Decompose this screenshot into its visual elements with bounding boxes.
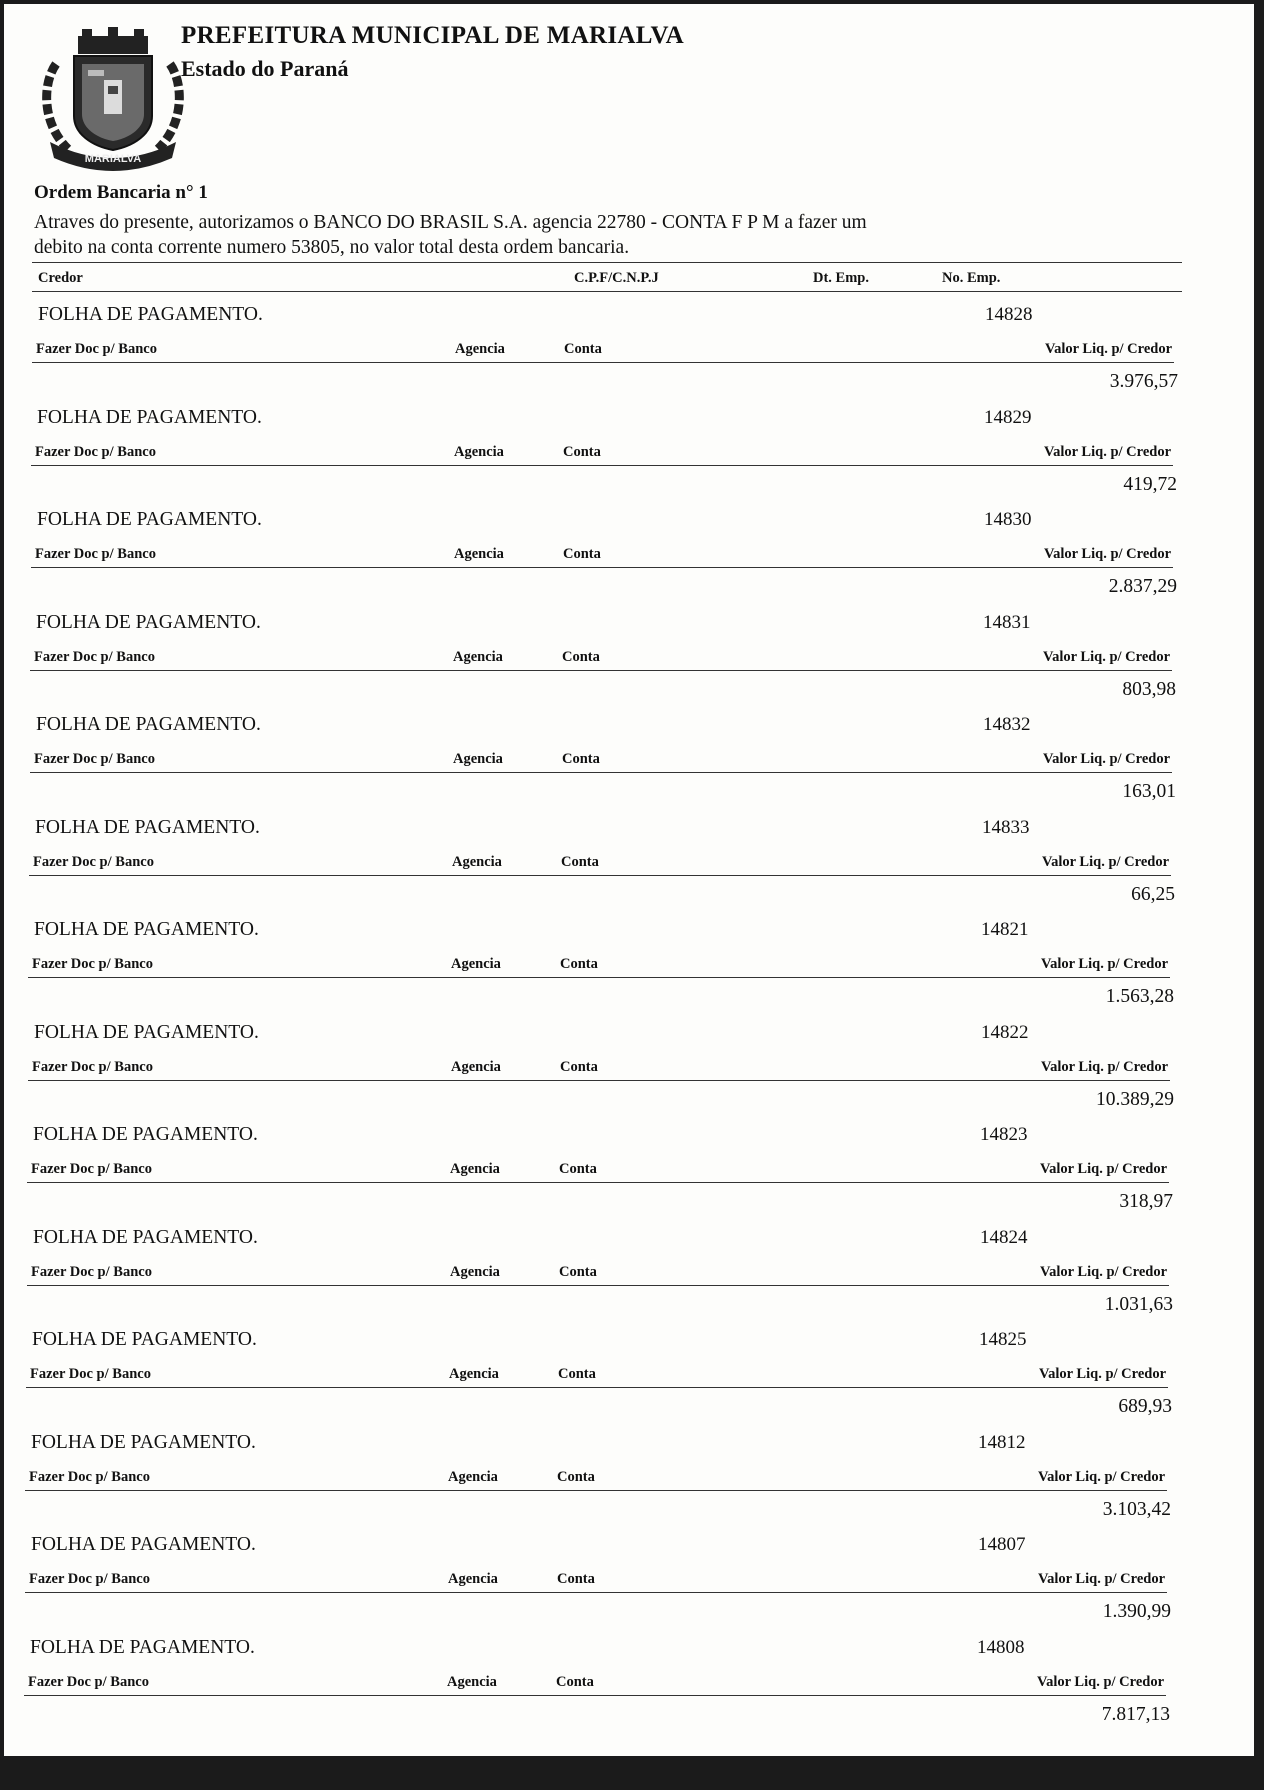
- row-rule: [31, 465, 1173, 466]
- agencia-label: Agencia: [447, 1673, 497, 1690]
- empenho-number: 14831: [983, 611, 1031, 633]
- doc-banco-label: Fazer Doc p/ Banco: [32, 956, 153, 972]
- conta-label: Conta: [559, 1161, 597, 1177]
- empenho-number: 14821: [981, 919, 1029, 940]
- valor-liquido-value: 689,93: [1118, 1396, 1172, 1417]
- credor-name: FOLHA DE PAGAMENTO.: [34, 1021, 259, 1043]
- order-title: Ordem Bancaria n° 1: [34, 182, 208, 203]
- conta-label: Conta: [560, 956, 598, 972]
- doc-banco-label: Fazer Doc p/ Banco: [29, 1571, 150, 1587]
- credor-name: FOLHA DE PAGAMENTO.: [36, 714, 261, 735]
- valor-liquido-value: 7.817,13: [1101, 1703, 1170, 1725]
- agencia-label: Agencia: [454, 443, 504, 460]
- credor-name: FOLHA DE PAGAMENTO.: [38, 304, 263, 325]
- crest-ribbon-text: MARIALVA: [84, 153, 142, 165]
- table-row: [3, 407, 1253, 510]
- table-row: [0, 919, 1250, 1022]
- doc-banco-label: Fazer Doc p/ Banco: [35, 546, 156, 562]
- agencia-label: Agencia: [451, 1058, 501, 1075]
- doc-banco-label: Fazer Doc p/ Banco: [28, 1673, 149, 1690]
- valor-liquido-label: Valor Liq. p/ Credor: [1039, 1161, 1167, 1177]
- valor-liquido-value: 1.563,28: [1105, 986, 1174, 1007]
- doc-banco-label: Fazer Doc p/ Banco: [30, 1366, 151, 1382]
- row-rule: [28, 977, 1170, 978]
- row-rule: [27, 1182, 1169, 1183]
- row-rule: [24, 1695, 1166, 1696]
- credor-name: FOLHA DE PAGAMENTO.: [33, 1226, 258, 1248]
- doc-banco-label: Fazer Doc p/ Banco: [35, 443, 156, 460]
- valor-liquido-value: 10.389,29: [1096, 1088, 1174, 1110]
- agencia-label: Agencia: [453, 751, 503, 767]
- conta-label: Conta: [557, 1571, 595, 1587]
- credor-name: FOLHA DE PAGAMENTO.: [36, 611, 261, 633]
- empenho-number: 14832: [983, 714, 1031, 735]
- table-row: [3, 509, 1253, 612]
- empenho-number: 14825: [979, 1329, 1027, 1350]
- valor-liquido-label: Valor Liq. p/ Credor: [1036, 1673, 1164, 1690]
- state-name: Estado do Paraná: [181, 56, 349, 81]
- municipal-crest-icon: [38, 24, 188, 174]
- credor-name: FOLHA DE PAGAMENTO.: [35, 816, 260, 838]
- credor-name: FOLHA DE PAGAMENTO.: [31, 1431, 256, 1453]
- conta-label: Conta: [556, 1673, 594, 1690]
- conta-label: Conta: [562, 648, 600, 665]
- agencia-label: Agencia: [453, 648, 503, 665]
- valor-liquido-label: Valor Liq. p/ Credor: [1042, 751, 1170, 767]
- row-rule: [28, 1080, 1170, 1081]
- organization-name: PREFEITURA MUNICIPAL DE MARIALVA: [181, 22, 684, 49]
- letterhead: [32, 22, 1032, 172]
- agencia-label: Agencia: [450, 1263, 500, 1280]
- conta-label: Conta: [563, 443, 601, 460]
- agencia-label: Agencia: [448, 1571, 498, 1587]
- table-header-rule: [32, 291, 1182, 292]
- doc-banco-label: Fazer Doc p/ Banco: [33, 853, 154, 870]
- valor-liquido-value: 3.976,57: [1109, 371, 1178, 392]
- valor-liquido-value: 803,98: [1122, 678, 1176, 700]
- empenho-number: 14830: [984, 509, 1032, 530]
- table-row: [0, 1124, 1249, 1227]
- conta-label: Conta: [560, 1058, 598, 1075]
- row-rule: [25, 1592, 1167, 1593]
- valor-liquido-label: Valor Liq. p/ Credor: [1043, 443, 1171, 460]
- valor-liquido-value: 3.103,42: [1102, 1498, 1171, 1520]
- valor-liquido-label: Valor Liq. p/ Credor: [1040, 1058, 1168, 1075]
- table-row: [0, 1022, 1250, 1125]
- valor-liquido-value: 163,01: [1122, 781, 1176, 802]
- empenho-number: 14824: [980, 1226, 1028, 1248]
- table-top-rule: [32, 262, 1182, 263]
- table-row: [2, 612, 1252, 715]
- row-rule: [26, 1387, 1168, 1388]
- table-row: [0, 1534, 1247, 1637]
- doc-banco-label: Fazer Doc p/ Banco: [29, 1468, 150, 1485]
- credor-name: FOLHA DE PAGAMENTO.: [31, 1534, 256, 1555]
- valor-liquido-label: Valor Liq. p/ Credor: [1037, 1571, 1165, 1587]
- valor-liquido-label: Valor Liq. p/ Credor: [1044, 341, 1172, 357]
- description-line-1: Atraves do presente, autorizamos o BANCO DO BRASIL S.A. agencia 22780 - CONTA F P M a fazer um: [34, 212, 867, 233]
- doc-banco-label: Fazer Doc p/ Banco: [32, 1058, 153, 1075]
- empenho-number: 14823: [980, 1124, 1028, 1145]
- row-rule: [30, 670, 1172, 671]
- column-header-cpf-cnpj: C.P.F/C.N.P.J: [574, 270, 659, 286]
- valor-liquido-label: Valor Liq. p/ Credor: [1040, 956, 1168, 972]
- agencia-label: Agencia: [455, 341, 505, 357]
- conta-label: Conta: [564, 341, 602, 357]
- row-rule: [27, 1285, 1169, 1286]
- valor-liquido-label: Valor Liq. p/ Credor: [1041, 853, 1169, 870]
- doc-banco-label: Fazer Doc p/ Banco: [36, 341, 157, 357]
- valor-liquido-value: 419,72: [1123, 473, 1177, 495]
- doc-banco-label: Fazer Doc p/ Banco: [31, 1263, 152, 1280]
- row-rule: [30, 772, 1172, 773]
- conta-label: Conta: [563, 546, 601, 562]
- empenho-number: 14812: [978, 1431, 1026, 1453]
- table-row: [0, 1637, 1246, 1740]
- row-rule: [32, 362, 1174, 363]
- credor-name: FOLHA DE PAGAMENTO.: [33, 1124, 258, 1145]
- valor-liquido-label: Valor Liq. p/ Credor: [1042, 648, 1170, 665]
- valor-liquido-value: 1.390,99: [1102, 1601, 1171, 1622]
- empenho-number: 14833: [982, 816, 1030, 838]
- valor-liquido-label: Valor Liq. p/ Credor: [1037, 1468, 1165, 1485]
- credor-name: FOLHA DE PAGAMENTO.: [32, 1329, 257, 1350]
- valor-liquido-value: 318,97: [1119, 1191, 1173, 1212]
- conta-label: Conta: [561, 853, 599, 870]
- doc-banco-label: Fazer Doc p/ Banco: [31, 1161, 152, 1177]
- row-rule: [25, 1490, 1167, 1491]
- row-rule: [29, 875, 1171, 876]
- conta-label: Conta: [557, 1468, 595, 1485]
- valor-liquido-label: Valor Liq. p/ Credor: [1038, 1366, 1166, 1382]
- table-row: [0, 1227, 1249, 1330]
- row-rule: [31, 567, 1173, 568]
- empenho-number: 14807: [978, 1534, 1026, 1555]
- valor-liquido-label: Valor Liq. p/ Credor: [1043, 546, 1171, 562]
- agencia-label: Agencia: [448, 1468, 498, 1485]
- valor-liquido-value: 66,25: [1131, 883, 1175, 905]
- order-description: [34, 210, 934, 260]
- valor-liquido-value: 1.031,63: [1104, 1293, 1173, 1315]
- agencia-label: Agencia: [454, 546, 504, 562]
- document-page: [4, 4, 1254, 1756]
- column-header-dt-emp: Dt. Emp.: [813, 270, 869, 286]
- column-header-credor: Credor: [38, 270, 83, 286]
- credor-name: FOLHA DE PAGAMENTO.: [34, 919, 259, 940]
- doc-banco-label: Fazer Doc p/ Banco: [34, 648, 155, 665]
- table-row: [2, 714, 1252, 817]
- empenho-number: 14828: [985, 304, 1033, 325]
- credor-name: FOLHA DE PAGAMENTO.: [37, 406, 262, 428]
- agencia-label: Agencia: [451, 956, 501, 972]
- agencia-label: Agencia: [449, 1366, 499, 1382]
- credor-name: FOLHA DE PAGAMENTO.: [37, 509, 262, 530]
- table-row: [0, 1329, 1248, 1432]
- empenho-number: 14808: [977, 1636, 1025, 1658]
- table-row: [4, 304, 1254, 407]
- empenho-number: 14822: [981, 1021, 1029, 1043]
- agencia-label: Agencia: [450, 1161, 500, 1177]
- description-line-2: debito na conta corrente numero 53805, no valor total desta ordem bancaria.: [34, 237, 630, 258]
- agencia-label: Agencia: [452, 853, 502, 870]
- valor-liquido-value: 2.837,29: [1108, 576, 1177, 597]
- conta-label: Conta: [559, 1263, 597, 1280]
- table-row: [1, 817, 1251, 920]
- credor-name: FOLHA DE PAGAMENTO.: [30, 1636, 255, 1658]
- table-row: [0, 1432, 1247, 1535]
- column-header-no-emp: No. Emp.: [942, 270, 1001, 286]
- empenho-number: 14829: [984, 406, 1032, 428]
- conta-label: Conta: [558, 1366, 596, 1382]
- doc-banco-label: Fazer Doc p/ Banco: [34, 751, 155, 767]
- valor-liquido-label: Valor Liq. p/ Credor: [1039, 1263, 1167, 1280]
- conta-label: Conta: [562, 751, 600, 767]
